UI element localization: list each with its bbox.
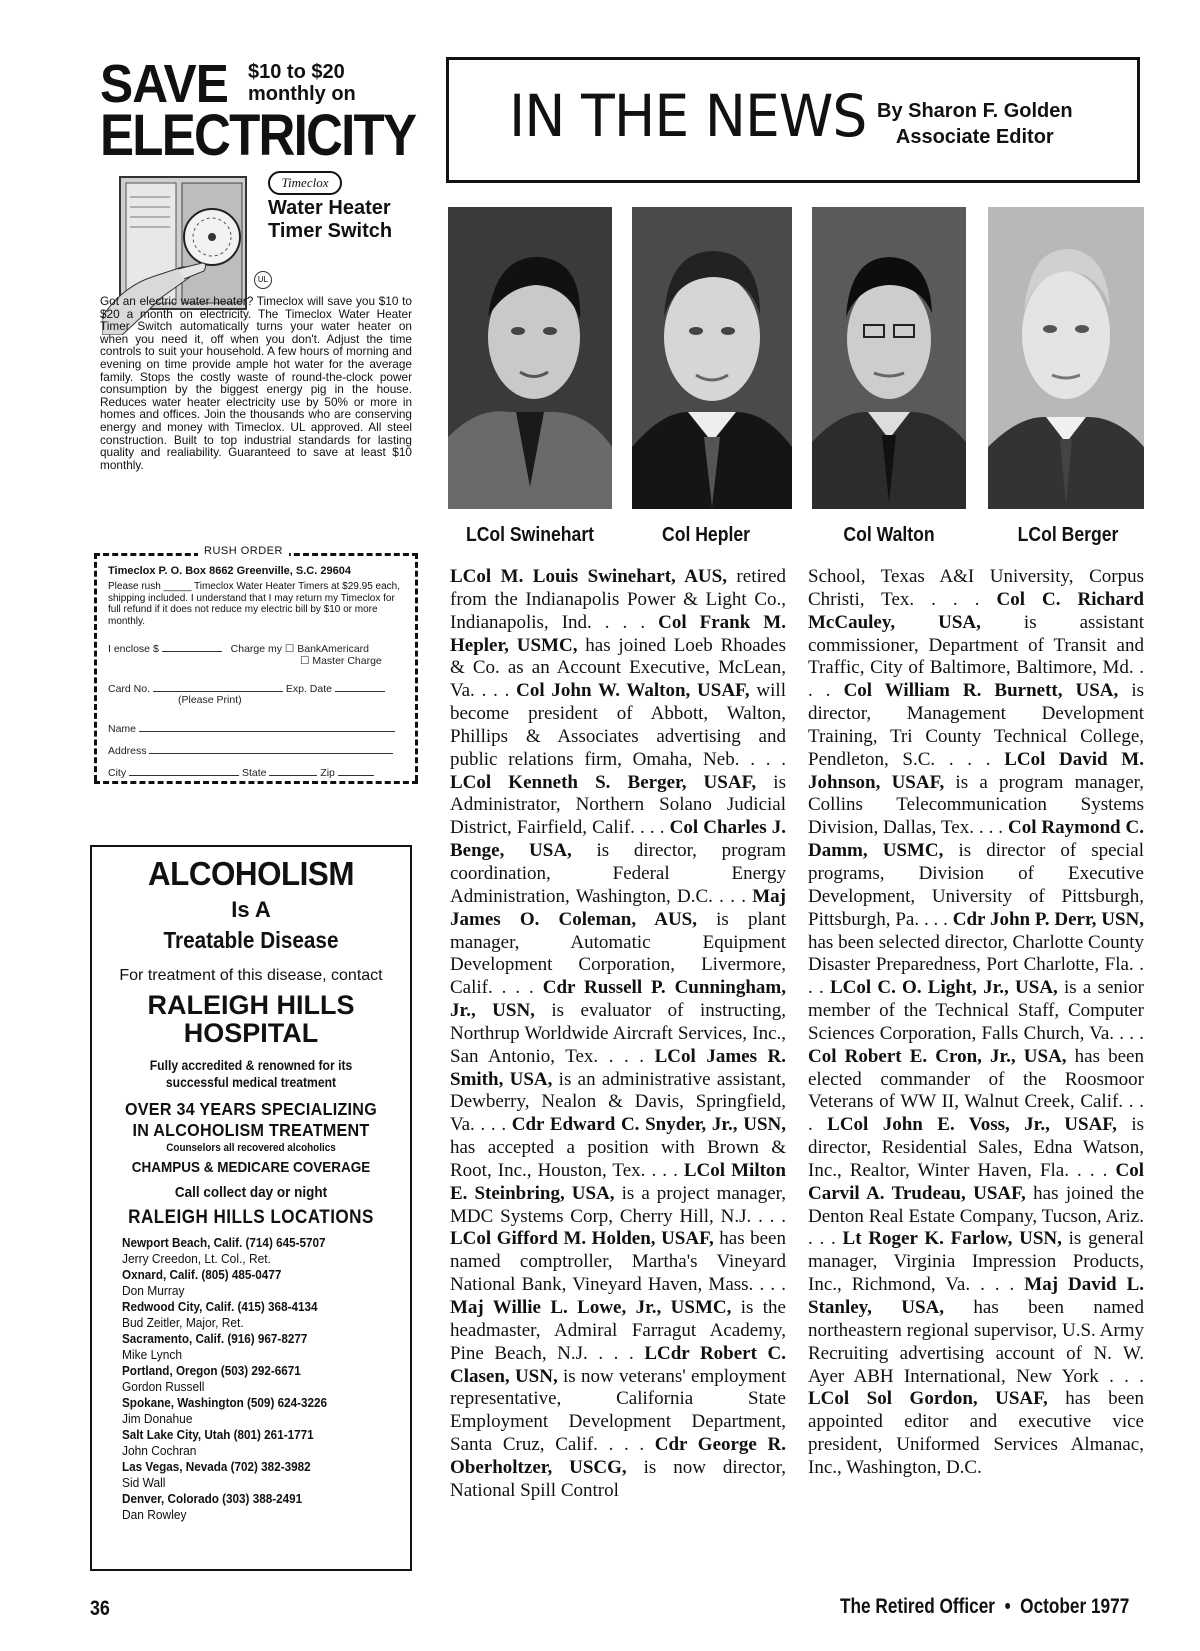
caption-walton: Col Walton (843, 524, 935, 546)
exp-date-label: Exp. Date (285, 683, 332, 695)
location-item (122, 1235, 350, 1267)
location-city: Spokane, Washington (509) 624-3226 (122, 1395, 328, 1410)
officer-name: Col Frank M. Hepler, USMC, (450, 611, 786, 656)
timeclox-ad (100, 54, 416, 795)
officer-name: Maj Willie L. Lowe, Jr., USMC, (450, 1297, 732, 1318)
location-item (122, 1267, 350, 1299)
location-city: Oxnard, Calif. (805) 485-0477 (122, 1267, 282, 1282)
exp-date-field[interactable] (335, 681, 385, 692)
location-city: Denver, Colorado (303) 388-2491 (122, 1491, 303, 1506)
address-row (108, 743, 393, 757)
raleigh-hills-ad (90, 845, 412, 1571)
master-charge-option: ☐ Master Charge (300, 655, 382, 667)
officer-name: Maj James O. Coleman, AUS, (450, 885, 786, 930)
location-item (122, 1363, 350, 1395)
officer-name: Col Charles J. Benge, USA, (450, 817, 787, 862)
zip-label: Zip (320, 767, 335, 779)
please-print-note: (Please Print) (178, 694, 242, 706)
portrait-hepler (632, 207, 792, 509)
alc-contact-line: For treatment of this disease, contact (119, 967, 383, 984)
location-contact: Gordon Russell (122, 1379, 205, 1394)
ad-product-name: Water Heater Timer Switch (268, 197, 393, 242)
address-label: Address (108, 745, 147, 757)
caption-berger: LCol Berger (1017, 524, 1119, 546)
officer-news-text: is a senior member of the Technical Staff, Computer Sciences Corporation, Falls Church, Va. . . . (808, 977, 1145, 1044)
officer-name: LCol Milton E. Steinbring, USA, (450, 1159, 786, 1204)
location-contact: Dan Rowley (122, 1507, 187, 1522)
officer-news-text: is Administrator, Northern Solano Judicial District, Fairfield, Calif. . . . (450, 771, 786, 839)
location-city: Portland, Oregon (503) 292-6671 (122, 1363, 301, 1378)
page-number: 36 (90, 1597, 110, 1620)
officer-name: Cdr Russell P. Cunningham, Jr., USN, (450, 977, 787, 1022)
officer-news-text: is evaluator of instructing, Northrup Worldwide Aircraft Services, Inc., San Antonio, Tex. . . . (450, 1000, 786, 1067)
location-item (122, 1459, 350, 1491)
caption-swinehart: LCol Swinehart (465, 524, 595, 546)
officer-news-text: will become president of Abbott, Walton, Phillips & Associates advertising and public relations firm, Omaha, Neb. . . . (450, 680, 786, 770)
officer-news-text: is now director, National Spill Control (450, 1456, 786, 1501)
enclose-label: I enclose $ (108, 643, 159, 655)
location-contact: Mike Lynch (122, 1347, 183, 1362)
ad-electricity-headline: ELECTRICITY (100, 103, 416, 168)
rush-order-terms: Please rush _____ Timeclox Water Heater Timers at $29.95 each, shipping included. I understand that I may return my Timeclox for full refund if it does not reduce my electric bill by $10 or more monthly. (108, 581, 400, 627)
location-contact: John Cochran (122, 1443, 197, 1458)
alc-years: OVER 34 YEARS SPECIALIZING IN ALCOHOLISM TREATMENT (124, 1099, 378, 1140)
city-row (108, 765, 374, 779)
officer-news-text: is director, Management Development Training, Tri County Technical College, Pendleton, S.C. . . . (808, 680, 1144, 770)
officer-name: Col William R. Burnett, USA, (843, 680, 1119, 702)
enclose-row (108, 641, 369, 655)
location-contact: Jerry Creedon, Lt. Col., Ret. (122, 1251, 271, 1266)
officer-news-text: has been elected commander of the Roosmoor Veterans of WW II, Walnut Creek, Calif. . . . (808, 1045, 1144, 1136)
article-column-2 (808, 566, 1144, 1480)
alc-subhead-2: Treatable Disease (163, 927, 339, 953)
card-row (108, 681, 385, 695)
officer-name: LCdr Robert C. Clasen, USN, (450, 1342, 786, 1387)
article-column-1 (450, 566, 786, 1503)
enclose-field[interactable] (162, 641, 222, 652)
officer-name: Cdr Edward C. Snyder, Jr., USN, (511, 1114, 786, 1136)
officer-name: Lt Roger K. Farlow, USN, (842, 1228, 1062, 1250)
officer-news-text: is a project manager, MDC Systems Corp, Cherry Hill, N.J. . . . (450, 1182, 786, 1227)
location-contact: Sid Wall (122, 1475, 166, 1490)
byline: By Sharon F. Golden Associate Editor (877, 100, 1073, 148)
portrait-walton (812, 207, 966, 509)
rush-order-address: Timeclox P. O. Box 8662 Greenville, S.C. 29604 (108, 565, 351, 577)
officer-name: Col C. Richard McCauley, USA, (808, 588, 1144, 633)
officer-news-text: is the headmaster, Admiral Farragut Academy, Pine Beach, N.J. . . . (450, 1297, 786, 1364)
alc-locations-title: RALEIGH HILLS LOCATIONS (128, 1207, 374, 1228)
officer-name: LCol Sol Gordon, USAF, (808, 1388, 1048, 1410)
officer-name: Cdr George R. Oberholtzer, USCG, (450, 1434, 786, 1478)
officer-name: LCol David M. Johnson, USAF, (808, 748, 1144, 793)
location-item (122, 1427, 350, 1459)
alc-headline: ALCOHOLISM (147, 855, 354, 892)
officer-name: Col Carvil A. Trudeau, USAF, (808, 1159, 1144, 1204)
ad-save-price: $10 to $20 monthly on (248, 61, 356, 105)
city-field[interactable] (129, 765, 239, 776)
rush-order-coupon (94, 543, 418, 787)
zip-field[interactable] (338, 765, 374, 776)
location-item (122, 1395, 350, 1427)
officer-name: LCol C. O. Light, Jr., USA, (829, 977, 1058, 999)
alc-counselors: Counselors all recovered alcoholics (166, 1142, 336, 1154)
location-contact: Jim Donahue (122, 1411, 193, 1426)
rush-order-title: RUSH ORDER (198, 545, 289, 557)
officer-news-text: School, Texas A&I University, Corpus Christi, Tex. . . . (808, 566, 1144, 610)
address-field[interactable] (149, 743, 393, 754)
section-title: IN THE NEWS (509, 82, 867, 150)
location-contact: Bud Zeitler, Major, Ret. (122, 1315, 244, 1330)
location-item (122, 1331, 350, 1363)
state-field[interactable] (269, 765, 317, 776)
officer-news-text: has been selected director, Charlotte County Disaster Preparedness, Port Charlotte, Fla. . . . (808, 931, 1144, 999)
alc-call-collect: Call collect day or night (174, 1184, 328, 1201)
card-no-label: Card No. (108, 683, 151, 695)
publication-footer: The Retired Officer • October 1977 (840, 1595, 1130, 1618)
state-label: State (241, 767, 267, 779)
officer-news-text: has been named northeastern regional supervisor, U.S. Army Recruiting advertising account of N. W. Ayer ABH International, New York . . . (808, 1297, 1144, 1387)
officer-name: LCol Kenneth S. Berger, USAF, (450, 771, 757, 793)
timeclox-logo: Timeclox (268, 171, 342, 195)
officer-news-text: is a program manager, Collins Telecommunication Systems Division, Dallas, Tex. . . . (808, 771, 1144, 839)
officer-news-text: is general manager, Virginia Impression Products, Inc., Richmond, Va. . . . (808, 1228, 1144, 1296)
officer-name: Col Raymond C. Damm, USMC, (808, 817, 1144, 862)
officer-news-text: has been appointed editor and executive vice president, Uniformed Services Almanac, Inc., Washington, D.C. (808, 1388, 1144, 1478)
location-item (122, 1491, 350, 1523)
caption-hepler: Col Hepler (661, 524, 751, 546)
city-label: City (108, 767, 127, 779)
officer-name: Col Robert E. Cron, Jr., USA, (808, 1045, 1067, 1067)
officer-news-text: is director, program coordination, Federal Energy Administration, Washington, D.C. . . . (450, 840, 786, 907)
portrait-swinehart (448, 207, 612, 509)
officer-name: Col John W. Walton, USAF, (516, 680, 750, 702)
charge-label: Charge my ☐ BankAmericard (230, 643, 370, 655)
ul-icon: UL (254, 271, 272, 289)
officer-name: LCol James R. Smith, USA, (450, 1045, 786, 1090)
alc-locations-list (122, 1235, 350, 1523)
officer-news-text: retired from the Indianapolis Power & Light Co., Indianapolis, Ind. . . . (450, 566, 787, 633)
officer-name: Maj David L. Stanley, USA, (808, 1274, 1144, 1318)
officer-name: Cdr John P. Derr, USN, (952, 908, 1144, 930)
officer-news-text: is plant manager, Automatic Equipment Development Corporation, Livermore, Calif. . . . (450, 908, 786, 999)
name-field[interactable] (139, 721, 395, 732)
officer-name: LCol John E. Voss, Jr., USAF, (827, 1114, 1117, 1136)
officer-news-text: has joined the Denton Real Estate Company, Tucson, Ariz. . . . (808, 1182, 1144, 1250)
location-city: Salt Lake City, Utah (801) 261-1771 (122, 1427, 314, 1442)
officer-news-text: is director, Residential Sales, Edna Watson, Inc., Realtor, Winter Haven, Fla. . . . (808, 1114, 1144, 1181)
name-label: Name (108, 723, 137, 735)
location-contact: Don Murray (122, 1283, 185, 1298)
officer-news-text: has joined Loeb Rhoades & Co. as an Account Executive, McLean, Va. . . . (450, 634, 787, 702)
officer-news-text: has been named comptroller, Martha's Vineyard National Bank, Vineyard Haven, Mass. . . . (450, 1228, 786, 1296)
officer-news-text: is now veterans' employment representative, California State Employment Development Department, Santa Cruz, Calif. . . . (450, 1365, 786, 1456)
ad-body-text: Got an electric water heater? Timeclox will save you $10 to $20 a month on electricity. The Timeclox Water Heater Timer Switch automatically turns your water heater on when you need it, off when you don't. Adjust the time controls to suit your household. A few hours of morning and evening on time provide ample hot water for the average family. Stops the costly waste of round-the-clock power consumption by the biggest energy pig in the house. Reduces water heater electricity use by 50% or more in homes and offices. Join the thousands who are conserving energy and money with Timeclox. UL approved. All steel construction. Built to top industrial standards for lasting quality and realiability. Guaranteed to save at least $10 monthly. (100, 294, 412, 472)
name-row (108, 721, 395, 735)
alc-subhead-1: Is A (231, 897, 271, 922)
location-city: Newport Beach, Calif. (714) 645-5707 (122, 1235, 326, 1250)
alc-coverage: CHAMPUS & MEDICARE COVERAGE (131, 1159, 371, 1176)
portrait-berger (988, 207, 1144, 509)
ad-save-headline: SAVE (100, 54, 228, 114)
alc-accredited: Fully accredited & renowned for its successful medical treatment (149, 1058, 353, 1090)
location-city: Las Vegas, Nevada (702) 382-3982 (122, 1459, 311, 1474)
location-city: Sacramento, Calif. (916) 967-8277 (122, 1331, 308, 1346)
in-the-news-header (446, 57, 1140, 183)
officer-name: LCol Gifford M. Holden, USAF, (450, 1228, 714, 1250)
card-no-field[interactable] (153, 681, 283, 692)
officer-news-text: has accepted a position with Brown & Root, Inc., Houston, Tex. . . . (450, 1137, 786, 1181)
alc-hospital-name: RALEIGH HILLS HOSPITAL (147, 990, 355, 1048)
officer-news-text: is assistant commissioner, Department of Transit and Traffic, City of Baltimore, Baltimore, Md. . . . (808, 611, 1145, 702)
officer-news-text: is director of special programs, Division of Executive Development, University of Pittsburgh, Pittsburgh, Pa. . . . (808, 840, 1144, 930)
officer-news-text: is an administrative assistant, Dewberry, Nealon & Davis, Springfield, Va. . . . (450, 1068, 786, 1136)
location-item (122, 1299, 350, 1331)
officer-name: LCol M. Louis Swinehart, AUS, (450, 566, 727, 587)
location-city: Redwood City, Calif. (415) 368-4134 (122, 1299, 318, 1314)
